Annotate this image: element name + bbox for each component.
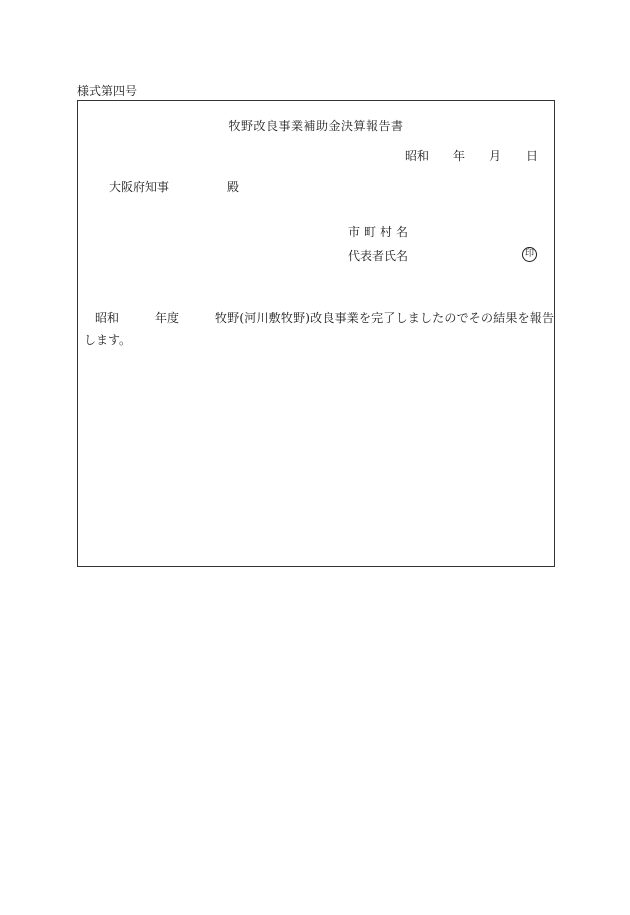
municipality-label: 市町村名 xyxy=(348,225,413,239)
body-fiscal-year-label: 年度 xyxy=(155,311,180,325)
form-number: 様式第四号 xyxy=(77,84,138,98)
addressee: 大阪府知事 xyxy=(109,180,170,194)
date-month-label: 月 xyxy=(489,149,502,163)
date-day-label: 日 xyxy=(526,149,539,163)
form-title: 牧野改良事業補助金決算報告書 xyxy=(228,119,404,133)
honorific: 殿 xyxy=(227,180,240,194)
date-year-label: 年 xyxy=(453,149,466,163)
report-form-frame xyxy=(77,100,555,567)
body-era: 昭和 xyxy=(95,311,120,325)
body-text-line2: します。 xyxy=(84,333,132,347)
date-era: 昭和 xyxy=(405,149,430,163)
representative-label: 代表者氏名 xyxy=(348,249,409,263)
body-text-line1: 牧野(河川敷牧野)改良事業を完了しましたのでその結果を報告 xyxy=(215,311,555,325)
seal-icon: 印 xyxy=(522,247,537,262)
